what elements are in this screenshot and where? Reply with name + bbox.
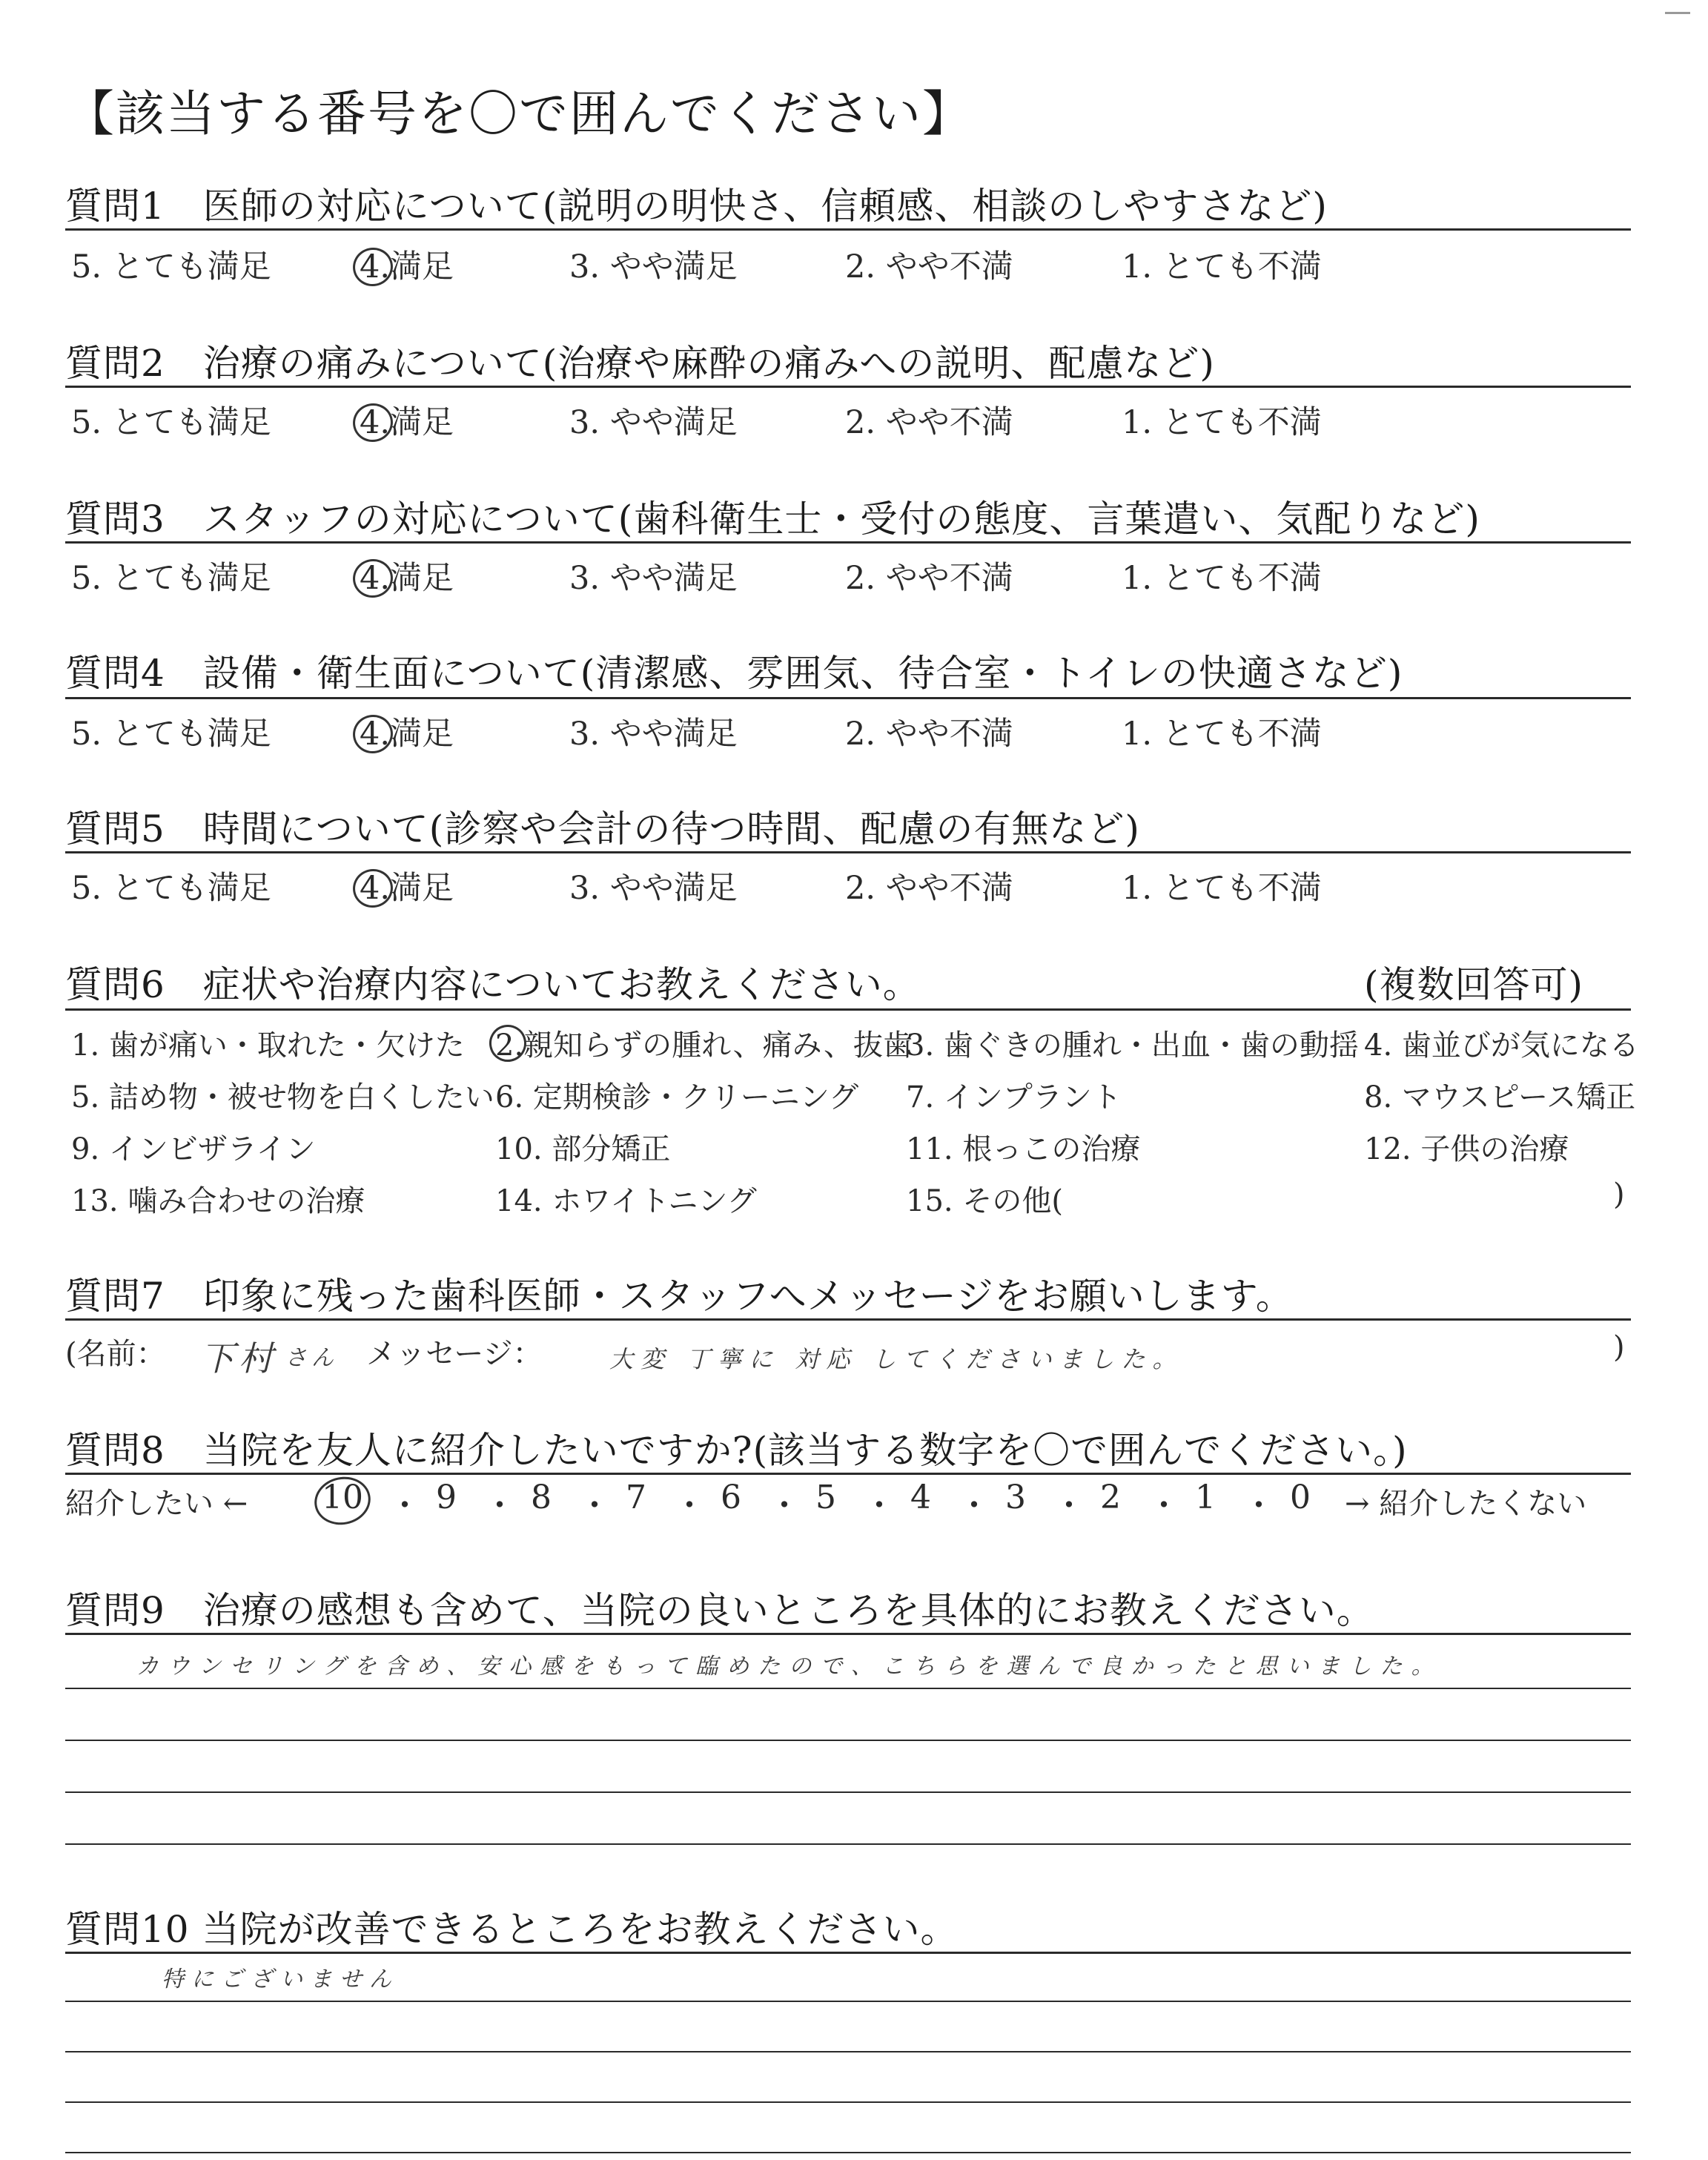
q8-scale-dot: ・ (1242, 1487, 1275, 1525)
q2-option-2[interactable]: 2. やや不満 (845, 404, 1013, 441)
q5-option-4[interactable]: 4.満足 (360, 870, 454, 907)
q4-option-4[interactable]: 4.満足 (360, 716, 454, 753)
q8-scale-dot: ・ (388, 1487, 421, 1525)
q7-close-paren: ) (1613, 1330, 1625, 1364)
q5-rule (65, 851, 1631, 853)
q9-line-3 (65, 1791, 1631, 1793)
q4-option-1[interactable]: 1. とても不満 (1122, 716, 1322, 753)
q7-message-value[interactable]: 大変 丁寧に 対応 してくださいました。 (609, 1345, 1184, 1373)
q6-item-1[interactable]: 1. 歯が痛い・取れた・欠けた (71, 1028, 465, 1063)
q7-message-label: メッセージ： (366, 1337, 543, 1371)
q8-scale-10[interactable]: 10 (322, 1479, 363, 1516)
q3-option-4[interactable]: 4.満足 (360, 560, 454, 597)
q7-name-label: (名前： (65, 1337, 166, 1371)
q6-item-8[interactable]: 8. マウスピース矯正 (1364, 1080, 1636, 1114)
q9-title: 質問9 治療の感想も含めて、当院の良いところを具体的にお教えください。 (65, 1589, 1374, 1632)
q8-scale-dot: ・ (578, 1487, 611, 1525)
q8-scale-dot: ・ (1148, 1487, 1180, 1525)
q8-title: 質問8 当院を友人に紹介したいですか?(該当する数字を〇で囲んでください。) (65, 1429, 1408, 1472)
q2-title: 質問2 治療の痛みについて(治療や麻酔の痛みへの説明、配慮など) (65, 342, 1215, 385)
q4-option-2[interactable]: 2. やや不満 (845, 716, 1013, 753)
q3-rule (65, 541, 1631, 544)
q2-option-5[interactable]: 5. とても満足 (71, 404, 271, 441)
q1-option-4[interactable]: 4.満足 (360, 248, 454, 285)
q5-title: 質問5 時間について(診察や会計の待つ時間、配慮の有無など) (65, 807, 1140, 851)
q6-item-13[interactable]: 13. 噛み合わせの治療 (71, 1184, 365, 1218)
q1-option-1[interactable]: 1. とても不満 (1122, 248, 1322, 285)
q2-option-1[interactable]: 1. とても不満 (1122, 404, 1322, 441)
q9-answer[interactable]: カウンセリングを含め、安心感をもって臨めたので、こちらを選んで良かったと思いました。 (136, 1654, 1443, 1680)
q7-name-suffix: さん (285, 1345, 338, 1371)
q10-line-2 (65, 2051, 1631, 2052)
q6-title: 質問6 症状や治療内容についてお教えください。 (65, 963, 921, 1006)
q8-scale-dot: ・ (483, 1487, 516, 1525)
q9-rule (65, 1633, 1631, 1635)
q8-selection-circle (310, 1472, 375, 1530)
q8-scale-8[interactable]: 8 (531, 1479, 552, 1516)
q6-item-2[interactable]: 2.親知らずの腫れ、痛み、抜歯 (495, 1028, 913, 1063)
q6-note: (複数回答可) (1364, 963, 1584, 1006)
q6-item-15[interactable]: 15. その他( (906, 1184, 1063, 1218)
q4-rule (65, 697, 1631, 699)
q6-item-5[interactable]: 5. 詰め物・被せ物を白くしたい (71, 1080, 494, 1114)
scan-mark (1665, 12, 1690, 14)
q2-option-3[interactable]: 3. やや満足 (569, 404, 738, 441)
q1-option-3[interactable]: 3. やや満足 (569, 248, 738, 285)
q5-option-2[interactable]: 2. やや不満 (845, 870, 1013, 907)
q6-item-10[interactable]: 10. 部分矯正 (495, 1132, 671, 1166)
q7-rule (65, 1318, 1631, 1321)
q7-title: 質問7 印象に残った歯科医師・スタッフへメッセージをお願いします。 (65, 1275, 1294, 1318)
q10-answer[interactable]: 特にございません (162, 1966, 399, 1992)
q3-option-5[interactable]: 5. とても満足 (71, 560, 271, 597)
q5-option-3[interactable]: 3. やや満足 (569, 870, 738, 907)
q1-rule (65, 228, 1631, 231)
q8-scale-dot: ・ (768, 1487, 801, 1525)
page-header: 【該当する番号を〇で囲んでください】 (65, 85, 973, 142)
q1-option-2[interactable]: 2. やや不満 (845, 248, 1013, 285)
q6-item-4[interactable]: 4. 歯並びが気になる (1364, 1028, 1639, 1063)
q8-scale-2[interactable]: 2 (1100, 1479, 1121, 1516)
q1-option-5[interactable]: 5. とても満足 (71, 248, 271, 285)
q8-scale-9[interactable]: 9 (436, 1479, 457, 1516)
q6-item-6[interactable]: 6. 定期検診・クリーニング (495, 1080, 859, 1114)
q8-scale-4[interactable]: 4 (910, 1479, 931, 1516)
q4-title: 質問4 設備・衛生面について(清潔感、雰囲気、待合室・トイレの快適さなど) (65, 652, 1403, 695)
q7-name-value[interactable]: 下村 (200, 1338, 277, 1378)
q8-scale-dot: ・ (1053, 1487, 1085, 1525)
q3-option-1[interactable]: 1. とても不満 (1122, 560, 1322, 597)
q2-option-4[interactable]: 4.満足 (360, 404, 454, 441)
q3-option-3[interactable]: 3. やや満足 (569, 560, 738, 597)
q4-option-3[interactable]: 3. やや満足 (569, 716, 738, 753)
q6-item-9[interactable]: 9. インビザライン (71, 1132, 316, 1166)
q8-scale-1[interactable]: 1 (1195, 1479, 1216, 1516)
q6-rule (65, 1008, 1631, 1011)
q8-scale-dot: ・ (863, 1487, 896, 1525)
q10-line-4 (65, 2152, 1631, 2153)
q6-item-11[interactable]: 11. 根っこの治療 (906, 1132, 1141, 1166)
q8-left-label: 紹介したい ← (65, 1487, 248, 1521)
q8-scale-5[interactable]: 5 (815, 1479, 836, 1516)
q6-other-close-paren: ) (1613, 1178, 1625, 1212)
q5-option-1[interactable]: 1. とても不満 (1122, 870, 1322, 907)
q9-line-1 (65, 1688, 1631, 1689)
q8-scale-dot: ・ (958, 1487, 990, 1525)
q10-line-3 (65, 2101, 1631, 2103)
q8-right-label: → 紹介したくない (1345, 1487, 1587, 1521)
q8-scale-0[interactable]: 0 (1290, 1479, 1311, 1516)
q6-item-12[interactable]: 12. 子供の治療 (1364, 1132, 1569, 1166)
q8-scale-dot: ・ (673, 1487, 706, 1525)
q8-scale-6[interactable]: 6 (721, 1479, 741, 1516)
q5-option-5[interactable]: 5. とても満足 (71, 870, 271, 907)
q10-line-1 (65, 2001, 1631, 2002)
q10-title: 質問10 当院が改善できるところをお教えください。 (65, 1908, 959, 1951)
q3-title: 質問3 スタッフの対応について(歯科衛生士・受付の態度、言葉遣い、気配りなど) (65, 498, 1480, 541)
q8-scale-3[interactable]: 3 (1005, 1479, 1026, 1516)
q2-rule (65, 386, 1631, 388)
q9-line-4 (65, 1843, 1631, 1845)
q3-option-2[interactable]: 2. やや不満 (845, 560, 1013, 597)
q1-title: 質問1 医師の対応について(説明の明快さ、信頼感、相談のしやすさなど) (65, 185, 1328, 228)
q6-item-3[interactable]: 3. 歯ぐきの腫れ・出血・歯の動揺 (906, 1028, 1359, 1063)
q8-scale-7[interactable]: 7 (626, 1479, 646, 1516)
q6-item-14[interactable]: 14. ホワイトニング (495, 1184, 757, 1218)
q4-option-5[interactable]: 5. とても満足 (71, 716, 271, 753)
q8-rule (65, 1473, 1631, 1475)
q9-line-2 (65, 1740, 1631, 1741)
q10-rule (65, 1952, 1631, 1954)
q6-item-7[interactable]: 7. インプラント (906, 1080, 1122, 1114)
